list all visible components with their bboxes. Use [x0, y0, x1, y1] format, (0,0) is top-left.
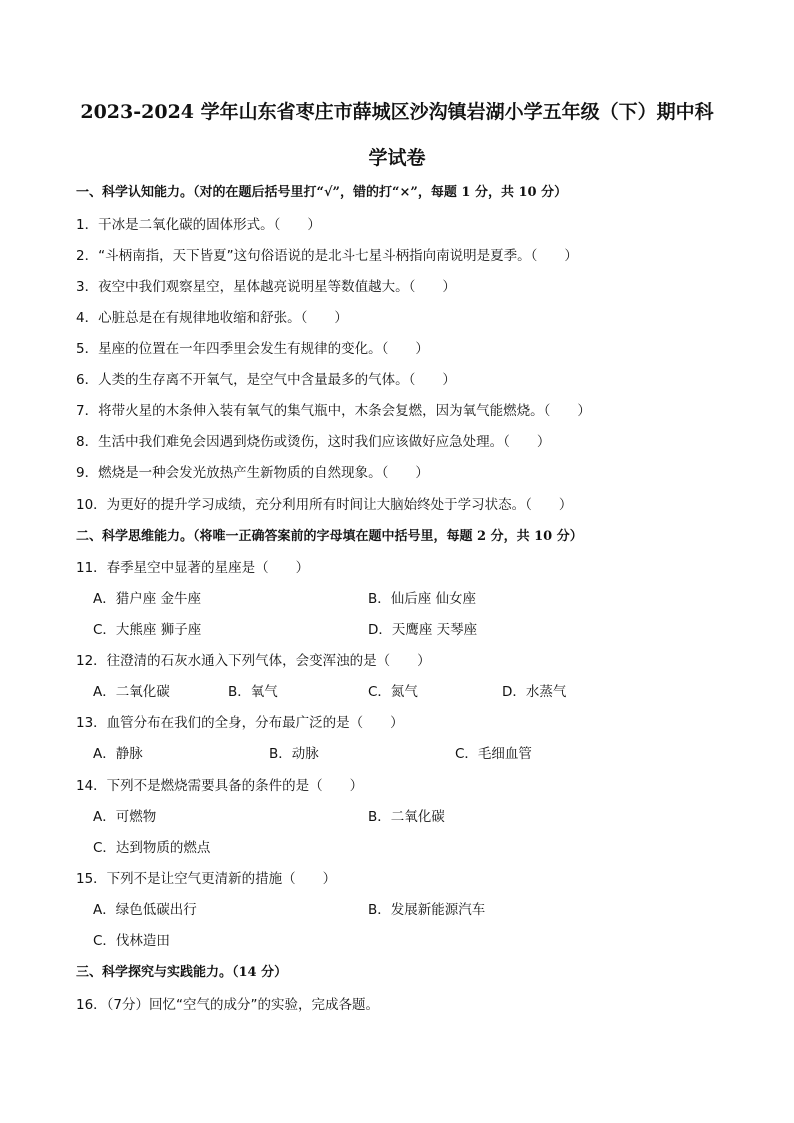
q12-option-c: C．氮气: [368, 684, 418, 700]
question-3: 3．夜空中我们观察星空，星体越亮说明星等数值越大。（ ）: [76, 279, 456, 295]
section-1-heading: 一、科学认知能力。（对的在题后括号里打“√”，错的打“×”，每题 1 分，共 10 分）: [76, 185, 568, 200]
q14-option-b: B．二氧化碳: [368, 809, 445, 825]
question-6: 6．人类的生存离不开氧气，是空气中含量最多的气体。（ ）: [76, 372, 456, 388]
question-16: 16．（7分）回忆“空气的成分”的实验，完成各题。: [76, 997, 380, 1013]
q11-option-d: D．天鹰座 天琴座: [368, 622, 478, 638]
question-4: 4．心脏总是在有规律地收缩和舒张。（ ）: [76, 310, 348, 326]
q12-option-d: D．水蒸气: [502, 684, 567, 700]
exam-title-line-2: 学试卷: [368, 147, 426, 169]
q12-option-a: A．二氧化碳: [93, 684, 170, 700]
question-1: 1．干冰是二氧化碳的固体形式。（ ）: [76, 217, 321, 233]
q11-option-a: A．猎户座 金牛座: [93, 591, 202, 607]
q11-option-b: B．仙后座 仙女座: [368, 591, 477, 607]
question-2: 2．“斗柄南指，天下皆夏”这句俗语说的是北斗七星斗柄指向南说明是夏季。（ ）: [76, 248, 578, 264]
question-10: 10．为更好的提升学习成绩，充分利用所有时间让大脑始终处于学习状态。（ ）: [76, 497, 573, 513]
q11-option-c: C．大熊座 狮子座: [93, 622, 202, 638]
section-2-heading: 二、科学思维能力。（将唯一正确答案前的字母填在题中括号里，每题 2 分，共 10 分）: [76, 529, 583, 544]
q12-option-b: B．氧气: [228, 684, 278, 700]
section-3-heading: 三、科学探究与实践能力。（14 分）: [76, 965, 288, 980]
question-11: 11．春季星空中显著的星座是（ ）: [76, 560, 310, 576]
q13-option-c: C．毛细血管: [455, 746, 532, 762]
q14-option-a: A．可燃物: [93, 809, 157, 825]
q13-option-b: B．动脉: [269, 746, 319, 762]
q15-option-a: A．绿色低碳出行: [93, 902, 197, 918]
question-13: 13．血管分布在我们的全身，分布最广泛的是（ ）: [76, 715, 404, 731]
q13-option-a: A．静脉: [93, 746, 143, 762]
question-9: 9．燃烧是一种会发光放热产生新物质的自然现象。（ ）: [76, 465, 429, 481]
question-5: 5．星座的位置在一年四季里会发生有规律的变化。（ ）: [76, 341, 429, 357]
q14-option-c: C．达到物质的燃点: [93, 840, 211, 856]
question-12: 12．往澄清的石灰水通入下列气体，会变浑浊的是（ ）: [76, 653, 431, 669]
question-15: 15．下列不是让空气更清新的措施（ ）: [76, 871, 337, 887]
q15-option-c: C．伐林造田: [93, 933, 170, 949]
question-8: 8．生活中我们难免会因遇到烧伤或烫伤，这时我们应该做好应急处理。（ ）: [76, 434, 551, 450]
question-14: 14．下列不是燃烧需要具备的条件的是（ ）: [76, 778, 364, 794]
question-7: 7．将带火星的木条伸入装有氧气的集气瓶中，木条会复燃，因为氧气能燃烧。（ ）: [76, 403, 591, 419]
q15-option-b: B．发展新能源汽车: [368, 902, 486, 918]
exam-title-line-1: 2023-2024 学年山东省枣庄市薛城区沙沟镇岩湖小学五年级（下）期中科: [80, 101, 714, 123]
